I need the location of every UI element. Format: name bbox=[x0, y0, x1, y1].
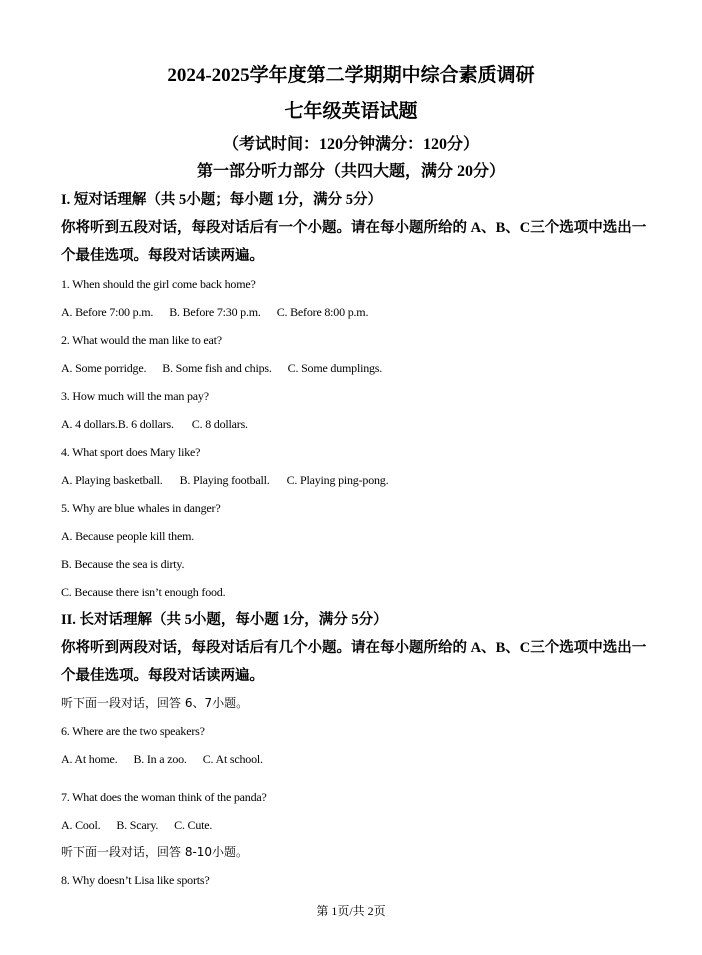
section2-instruction-line1: 你将听到两段对话，每段对话后有几个小题。请在每小题所给的 A、B、C三个选项中选出一 bbox=[61, 640, 647, 656]
question-1-options bbox=[61, 306, 368, 318]
option-1a: A. Before 7:00 p.m. bbox=[61, 305, 154, 319]
question-4-options bbox=[61, 474, 388, 486]
question-8: 8. Why doesn’t Lisa like sports? bbox=[61, 873, 210, 887]
exam-title: 2024-2025学年度第二学期期中综合素质调研 bbox=[167, 65, 535, 86]
section2-note-1: 听下面一段对话，回答 6、7小题。 bbox=[61, 696, 249, 710]
option-3c: C. 8 dollars. bbox=[191, 417, 248, 431]
question-5: 5. Why are blue whales in danger? bbox=[61, 501, 221, 515]
option-4b: B. Playing football. bbox=[179, 473, 270, 487]
option-1c: C. Before 8:00 p.m. bbox=[276, 305, 369, 319]
section1-heading: I. 短对话理解（共 5小题；每小题 1分，满分 5分） bbox=[61, 192, 383, 208]
question-2-options bbox=[61, 362, 382, 374]
section2-note-2: 听下面一段对话，回答 8-10小题。 bbox=[61, 845, 249, 859]
option-4c: C. Playing ping-pong. bbox=[286, 473, 389, 487]
question-3-options bbox=[61, 418, 248, 430]
question-7: 7. What does the woman think of the panda? bbox=[61, 790, 267, 804]
option-6b: B. In a zoo. bbox=[133, 752, 187, 766]
option-2a: A. Some porridge. bbox=[61, 361, 147, 375]
question-6-options bbox=[61, 753, 263, 765]
option-2b: B. Some fish and chips. bbox=[162, 361, 272, 375]
option-5b: B. Because the sea is dirty. bbox=[61, 557, 185, 571]
option-7c: C. Cute. bbox=[174, 818, 213, 832]
option-5c: C. Because there isn’t enough food. bbox=[61, 585, 226, 599]
option-7a: A. Cool. bbox=[61, 818, 101, 832]
option-1b: B. Before 7:30 p.m. bbox=[169, 305, 261, 319]
option-6c: C. At school. bbox=[202, 752, 263, 766]
page-footer: 第 1页/共 2页 bbox=[316, 904, 386, 918]
question-2: 2. What would the man like to eat? bbox=[61, 333, 222, 347]
part-title: 第一部分听力部分（共四大题，满分 20分） bbox=[196, 163, 505, 180]
option-5a: A. Because people kill them. bbox=[61, 529, 195, 543]
question-6: 6. Where are the two speakers? bbox=[61, 724, 205, 738]
option-2c: C. Some dumplings. bbox=[287, 361, 383, 375]
option-4a: A. Playing basketball. bbox=[61, 473, 163, 487]
exam-info: （考试时间：120分钟满分：120分） bbox=[222, 136, 479, 153]
section2-heading: II. 长对话理解（共 5小题，每小题 1分，满分 5分） bbox=[61, 612, 388, 628]
option-6a: A. At home. bbox=[61, 752, 118, 766]
question-4: 4. What sport does Mary like? bbox=[61, 445, 201, 459]
section1-instruction-line1: 你将听到五段对话，每段对话后有一个小题。请在每小题所给的 A、B、C三个选项中选出一 bbox=[61, 220, 647, 236]
question-7-options bbox=[61, 819, 212, 831]
option-3ab: A. 4 dollars.B. 6 dollars. bbox=[61, 417, 174, 431]
option-7b: B. Scary. bbox=[116, 818, 159, 832]
question-1: 1. When should the girl come back home? bbox=[61, 277, 256, 291]
section2-instruction-line2: 个最佳选项。每段对话读两遍。 bbox=[61, 668, 264, 684]
exam-subject: 七年级英语试题 bbox=[284, 101, 418, 122]
question-3: 3. How much will the man pay? bbox=[61, 389, 209, 403]
section1-instruction-line2: 个最佳选项。每段对话读两遍。 bbox=[61, 248, 264, 264]
